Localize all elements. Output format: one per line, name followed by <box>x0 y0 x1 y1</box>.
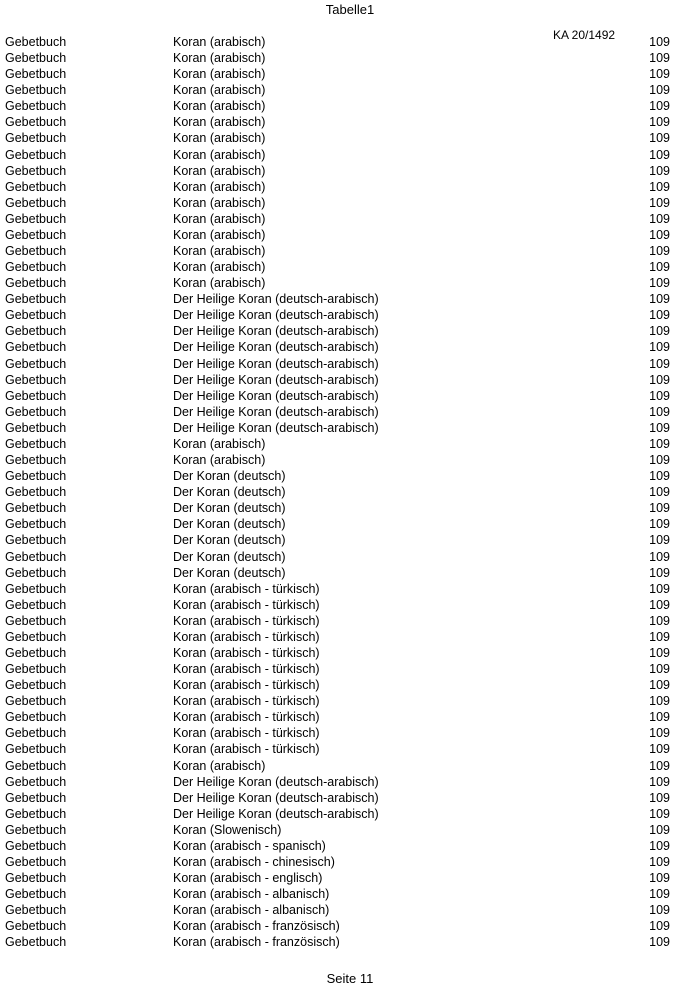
number-cell: 109 <box>649 179 670 194</box>
table-row <box>0 693 700 709</box>
table-row <box>0 339 700 355</box>
title-cell: Der Koran (deutsch) <box>173 485 286 500</box>
category-cell: Gebetbuch <box>5 131 67 146</box>
category-cell: Gebetbuch <box>5 774 67 789</box>
number-cell: 109 <box>649 276 670 291</box>
table-row <box>0 629 700 645</box>
data-table <box>0 34 700 950</box>
category-cell: Gebetbuch <box>5 324 67 339</box>
table-row <box>0 195 700 211</box>
table-row <box>0 532 700 548</box>
title-cell: Koran (arabisch - türkisch) <box>173 629 320 644</box>
category-cell: Gebetbuch <box>5 227 67 242</box>
table-row <box>0 404 700 420</box>
number-cell: 109 <box>649 469 670 484</box>
category-cell: Gebetbuch <box>5 420 67 435</box>
category-cell: Gebetbuch <box>5 436 67 451</box>
table-row <box>0 259 700 275</box>
table-row <box>0 130 700 146</box>
category-cell: Gebetbuch <box>5 871 67 886</box>
category-cell: Gebetbuch <box>5 935 67 950</box>
category-cell: Gebetbuch <box>5 99 67 114</box>
category-cell: Gebetbuch <box>5 211 67 226</box>
table-row <box>0 838 700 854</box>
title-cell: Der Heilige Koran (deutsch-arabisch) <box>173 806 379 821</box>
title-cell: Koran (arabisch) <box>173 244 266 259</box>
number-cell: 109 <box>649 629 670 644</box>
title-cell: Der Heilige Koran (deutsch-arabisch) <box>173 292 379 307</box>
table-row <box>0 323 700 339</box>
number-cell: 109 <box>649 485 670 500</box>
category-cell: Gebetbuch <box>5 67 67 82</box>
number-cell: 109 <box>649 758 670 773</box>
category-cell: Gebetbuch <box>5 645 67 660</box>
title-cell: Koran (arabisch) <box>173 211 266 226</box>
number-cell: 109 <box>649 35 670 49</box>
table-row <box>0 34 700 50</box>
title-cell: Koran (arabisch) <box>173 758 266 773</box>
number-cell: 109 <box>649 854 670 869</box>
sheet-title: Tabelle1 <box>325 2 375 17</box>
title-cell: Koran (arabisch - türkisch) <box>173 662 320 677</box>
title-cell: Koran (arabisch - spanisch) <box>173 838 326 853</box>
number-cell: 109 <box>649 211 670 226</box>
number-cell: 109 <box>649 871 670 886</box>
number-cell: 109 <box>649 324 670 339</box>
table-row <box>0 356 700 372</box>
table-row <box>0 147 700 163</box>
number-cell: 109 <box>649 244 670 259</box>
category-cell: Gebetbuch <box>5 453 67 468</box>
number-cell: 109 <box>649 806 670 821</box>
table-row <box>0 565 700 581</box>
category-cell: Gebetbuch <box>5 147 67 162</box>
table-row <box>0 227 700 243</box>
category-cell: Gebetbuch <box>5 179 67 194</box>
number-cell: 109 <box>649 308 670 323</box>
number-cell: 109 <box>649 774 670 789</box>
table-row <box>0 275 700 291</box>
number-cell: 109 <box>649 678 670 693</box>
number-cell: 109 <box>649 742 670 757</box>
title-cell: Koran (arabisch) <box>173 436 266 451</box>
title-cell: Der Heilige Koran (deutsch-arabisch) <box>173 790 379 805</box>
title-cell: Koran (arabisch) <box>173 227 266 242</box>
category-cell: Gebetbuch <box>5 195 67 210</box>
category-cell: Gebetbuch <box>5 388 67 403</box>
category-cell: Gebetbuch <box>5 35 67 49</box>
table-row <box>0 66 700 82</box>
table-row <box>0 758 700 774</box>
number-cell: 109 <box>649 340 670 355</box>
table-row <box>0 243 700 259</box>
number-cell: 109 <box>649 613 670 628</box>
category-cell: Gebetbuch <box>5 276 67 291</box>
table-row <box>0 388 700 404</box>
title-cell: Koran (arabisch - türkisch) <box>173 581 320 596</box>
category-cell: Gebetbuch <box>5 469 67 484</box>
category-cell: Gebetbuch <box>5 726 67 741</box>
category-cell: Gebetbuch <box>5 244 67 259</box>
category-cell: Gebetbuch <box>5 549 67 564</box>
title-cell: Koran (arabisch) <box>173 83 266 98</box>
table-row <box>0 307 700 323</box>
number-cell: 109 <box>649 453 670 468</box>
table-row <box>0 806 700 822</box>
number-cell: 109 <box>649 694 670 709</box>
category-cell: Gebetbuch <box>5 163 67 178</box>
category-cell: Gebetbuch <box>5 404 67 419</box>
table-row <box>0 500 700 516</box>
table-row <box>0 854 700 870</box>
number-cell: 109 <box>649 356 670 371</box>
title-cell: Der Heilige Koran (deutsch-arabisch) <box>173 356 379 371</box>
category-cell: Gebetbuch <box>5 887 67 902</box>
category-cell: Gebetbuch <box>5 115 67 130</box>
category-cell: Gebetbuch <box>5 613 67 628</box>
table-row <box>0 436 700 452</box>
category-cell: Gebetbuch <box>5 597 67 612</box>
table-row <box>0 372 700 388</box>
category-cell: Gebetbuch <box>5 838 67 853</box>
number-cell: 109 <box>649 726 670 741</box>
title-cell: Koran (arabisch) <box>173 35 266 49</box>
title-cell: Der Koran (deutsch) <box>173 549 286 564</box>
number-cell: 109 <box>649 565 670 580</box>
category-cell: Gebetbuch <box>5 533 67 548</box>
number-cell: 109 <box>649 903 670 918</box>
number-cell: 109 <box>649 581 670 596</box>
title-cell: Koran (arabisch - türkisch) <box>173 710 320 725</box>
table-row <box>0 581 700 597</box>
title-cell: Der Heilige Koran (deutsch-arabisch) <box>173 774 379 789</box>
category-cell: Gebetbuch <box>5 694 67 709</box>
number-cell: 109 <box>649 533 670 548</box>
number-cell: 109 <box>649 887 670 902</box>
table-row <box>0 870 700 886</box>
number-cell: 109 <box>649 195 670 210</box>
number-cell: 109 <box>649 838 670 853</box>
number-cell: 109 <box>649 388 670 403</box>
table-row <box>0 822 700 838</box>
number-cell: 109 <box>649 131 670 146</box>
title-cell: Koran (arabisch - französisch) <box>173 935 340 950</box>
title-cell: Der Koran (deutsch) <box>173 533 286 548</box>
category-cell: Gebetbuch <box>5 356 67 371</box>
category-cell: Gebetbuch <box>5 662 67 677</box>
category-cell: Gebetbuch <box>5 260 67 275</box>
table-row <box>0 613 700 629</box>
title-cell: Koran (arabisch) <box>173 260 266 275</box>
title-cell: Koran (arabisch) <box>173 51 266 66</box>
title-cell: Koran (arabisch - türkisch) <box>173 597 320 612</box>
number-cell: 109 <box>649 115 670 130</box>
number-cell: 109 <box>649 597 670 612</box>
title-cell: Koran (arabisch) <box>173 195 266 210</box>
category-cell: Gebetbuch <box>5 565 67 580</box>
title-cell: Koran (arabisch - englisch) <box>173 871 323 886</box>
category-cell: Gebetbuch <box>5 742 67 757</box>
table-row <box>0 774 700 790</box>
document-reference: KA 20/1492 <box>553 28 616 42</box>
title-cell: Koran (arabisch) <box>173 179 266 194</box>
table-row <box>0 452 700 468</box>
category-cell: Gebetbuch <box>5 485 67 500</box>
table-row <box>0 179 700 195</box>
table-row <box>0 790 700 806</box>
number-cell: 109 <box>649 436 670 451</box>
category-cell: Gebetbuch <box>5 517 67 532</box>
table-row <box>0 98 700 114</box>
table-row <box>0 902 700 918</box>
title-cell: Koran (arabisch) <box>173 115 266 130</box>
number-cell: 109 <box>649 662 670 677</box>
table-row <box>0 163 700 179</box>
category-cell: Gebetbuch <box>5 51 67 66</box>
table-row <box>0 82 700 98</box>
number-cell: 109 <box>649 822 670 837</box>
title-cell: Koran (arabisch) <box>173 163 266 178</box>
table-row <box>0 597 700 613</box>
table-row <box>0 886 700 902</box>
title-cell: Koran (arabisch - albanisch) <box>173 903 330 918</box>
title-cell: Der Heilige Koran (deutsch-arabisch) <box>173 340 379 355</box>
table-row <box>0 709 700 725</box>
title-cell: Koran (arabisch) <box>173 276 266 291</box>
table-row <box>0 741 700 757</box>
category-cell: Gebetbuch <box>5 501 67 516</box>
title-cell: Der Koran (deutsch) <box>173 565 286 580</box>
number-cell: 109 <box>649 147 670 162</box>
title-cell: Koran (arabisch) <box>173 99 266 114</box>
title-cell: Der Heilige Koran (deutsch-arabisch) <box>173 308 379 323</box>
title-cell: Koran (arabisch - türkisch) <box>173 645 320 660</box>
table-row <box>0 645 700 661</box>
category-cell: Gebetbuch <box>5 919 67 934</box>
number-cell: 109 <box>649 549 670 564</box>
number-cell: 109 <box>649 292 670 307</box>
title-cell: Der Heilige Koran (deutsch-arabisch) <box>173 324 379 339</box>
title-cell: Koran (arabisch - französisch) <box>173 919 340 934</box>
number-cell: 109 <box>649 790 670 805</box>
number-cell: 109 <box>649 99 670 114</box>
number-cell: 109 <box>649 260 670 275</box>
category-cell: Gebetbuch <box>5 822 67 837</box>
title-cell: Koran (Slowenisch) <box>173 822 282 837</box>
category-cell: Gebetbuch <box>5 292 67 307</box>
title-cell: Der Heilige Koran (deutsch-arabisch) <box>173 420 379 435</box>
number-cell: 109 <box>649 163 670 178</box>
title-cell: Koran (arabisch - chinesisch) <box>173 854 335 869</box>
title-cell: Der Heilige Koran (deutsch-arabisch) <box>173 388 379 403</box>
number-cell: 109 <box>649 227 670 242</box>
table-row <box>0 420 700 436</box>
table-row <box>0 114 700 130</box>
table-row <box>0 934 700 950</box>
table-row <box>0 661 700 677</box>
title-cell: Koran (arabisch - türkisch) <box>173 678 320 693</box>
category-cell: Gebetbuch <box>5 83 67 98</box>
table-row <box>0 677 700 693</box>
title-cell: Der Heilige Koran (deutsch-arabisch) <box>173 404 379 419</box>
category-cell: Gebetbuch <box>5 308 67 323</box>
category-cell: Gebetbuch <box>5 340 67 355</box>
number-cell: 109 <box>649 420 670 435</box>
category-cell: Gebetbuch <box>5 678 67 693</box>
title-cell: Koran (arabisch) <box>173 147 266 162</box>
title-cell: Koran (arabisch - türkisch) <box>173 726 320 741</box>
number-cell: 109 <box>649 645 670 660</box>
table-row <box>0 549 700 565</box>
category-cell: Gebetbuch <box>5 806 67 821</box>
title-cell: Koran (arabisch - albanisch) <box>173 887 330 902</box>
table-row <box>0 484 700 500</box>
title-cell: Koran (arabisch) <box>173 131 266 146</box>
title-cell: Koran (arabisch) <box>173 453 266 468</box>
title-cell: Der Koran (deutsch) <box>173 501 286 516</box>
category-cell: Gebetbuch <box>5 854 67 869</box>
number-cell: 109 <box>649 372 670 387</box>
category-cell: Gebetbuch <box>5 758 67 773</box>
category-cell: Gebetbuch <box>5 581 67 596</box>
category-cell: Gebetbuch <box>5 629 67 644</box>
number-cell: 109 <box>649 67 670 82</box>
number-cell: 109 <box>649 501 670 516</box>
number-cell: 109 <box>649 83 670 98</box>
title-cell: Der Koran (deutsch) <box>173 469 286 484</box>
table-row <box>0 291 700 307</box>
category-cell: Gebetbuch <box>5 372 67 387</box>
category-cell: Gebetbuch <box>5 710 67 725</box>
title-cell: Der Heilige Koran (deutsch-arabisch) <box>173 372 379 387</box>
table-row <box>0 516 700 532</box>
category-cell: Gebetbuch <box>5 903 67 918</box>
number-cell: 109 <box>649 404 670 419</box>
number-cell: 109 <box>649 710 670 725</box>
number-cell: 109 <box>649 517 670 532</box>
title-cell: Koran (arabisch - türkisch) <box>173 613 320 628</box>
number-cell: 109 <box>649 919 670 934</box>
category-cell: Gebetbuch <box>5 790 67 805</box>
title-cell: Koran (arabisch - türkisch) <box>173 694 320 709</box>
table-row <box>0 725 700 741</box>
title-cell: Koran (arabisch) <box>173 67 266 82</box>
number-cell: 109 <box>649 935 670 950</box>
table-row <box>0 918 700 934</box>
title-cell: Der Koran (deutsch) <box>173 517 286 532</box>
table-row <box>0 211 700 227</box>
table-row <box>0 468 700 484</box>
page-footer: Seite 11 <box>326 971 374 986</box>
number-cell: 109 <box>649 51 670 66</box>
title-cell: Koran (arabisch - türkisch) <box>173 742 320 757</box>
table-row <box>0 50 700 66</box>
